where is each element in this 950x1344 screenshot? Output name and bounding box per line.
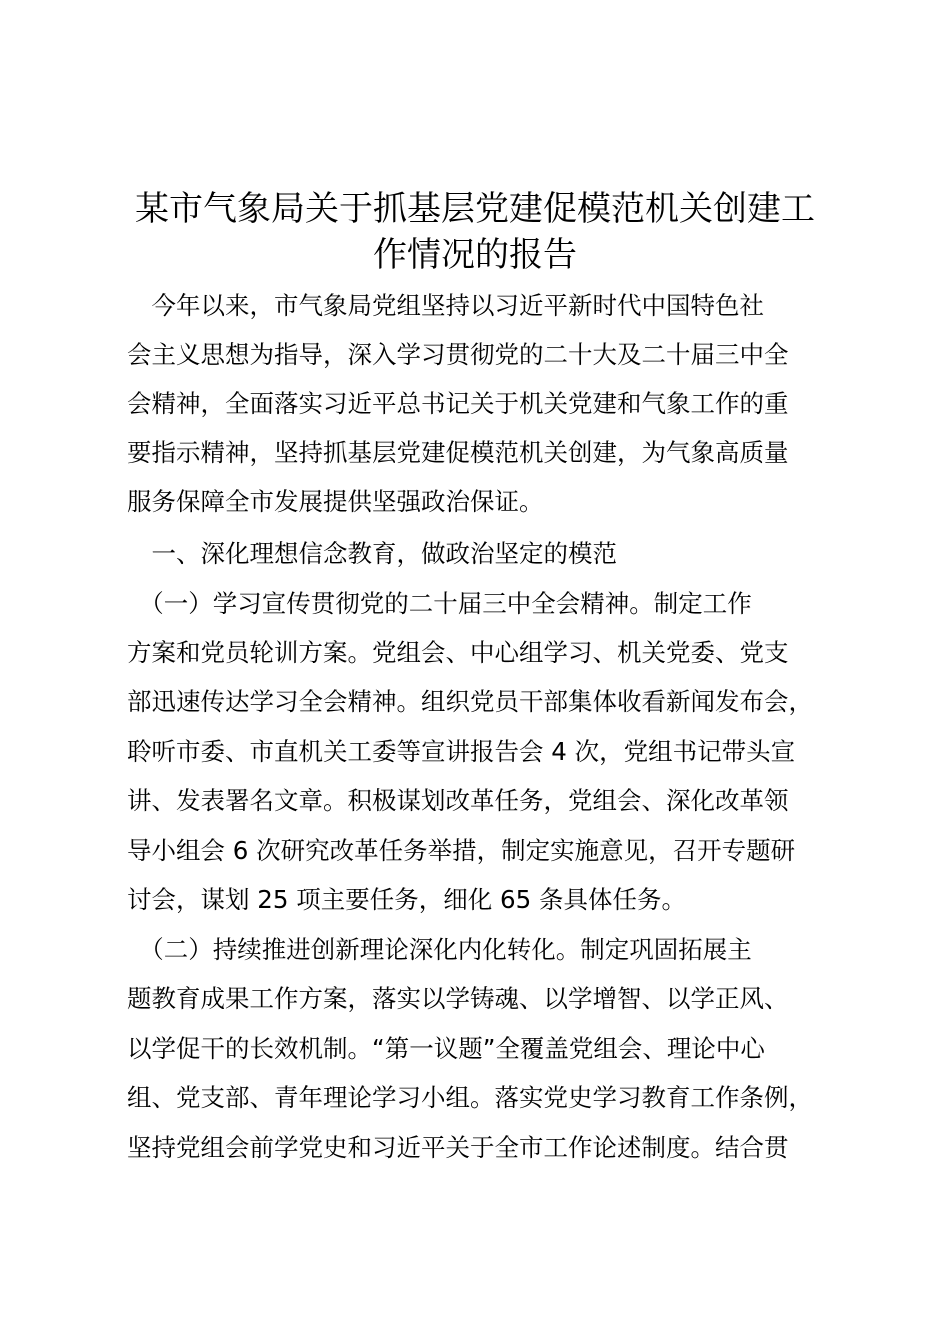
body-line: 聆听市委、市直机关工委等宣讲报告会 4 次，党组书记带头宣 bbox=[127, 737, 796, 766]
body-line: 组、党支部、青年理论学习小组。落实党史学习教育工作条例， bbox=[127, 1083, 813, 1112]
document-title-line-2: 作情况的报告 bbox=[373, 235, 577, 275]
subsection-heading: （一）学习宣传贯彻党的二十届三中全会精神。制定工作 bbox=[127, 589, 752, 618]
body-line: 导小组会 6 次研究改革任务举措，制定实施意见，召开专题研 bbox=[127, 836, 796, 865]
body-line: 要指示精神，坚持抓基层党建促模范机关创建，为气象高质量 bbox=[127, 438, 789, 467]
body-line: 服务保障全市发展提供坚强政治保证。 bbox=[127, 487, 544, 516]
body-line: 会主义思想为指导，深入学习贯彻党的二十大及二十届三中全 bbox=[127, 340, 789, 369]
section-heading: 一、深化理想信念教育，做政治坚定的模范 bbox=[127, 539, 617, 568]
body-line: 讲、发表署名文章。积极谋划改革任务，党组会、深化改革领 bbox=[127, 786, 789, 815]
body-line: 坚持党组会前学党史和习近平关于全市工作论述制度。结合贯 bbox=[127, 1133, 789, 1162]
body-line: 会精神，全面落实习近平总书记关于机关党建和气象工作的重 bbox=[127, 389, 789, 418]
body-line: 方案和党员轮训方案。党组会、中心组学习、机关党委、党支 bbox=[127, 638, 789, 667]
subsection-heading: （二）持续推进创新理论深化内化转化。制定巩固拓展主 bbox=[127, 935, 752, 964]
body-line: 题教育成果工作方案，落实以学铸魂、以学增智、以学正风、 bbox=[127, 984, 789, 1013]
document-title-line-1: 某市气象局关于抓基层党建促模范机关创建工 bbox=[135, 189, 815, 229]
body-line: 以学促干的长效机制。“第一议题”全覆盖党组会、理论中心 bbox=[127, 1034, 765, 1063]
body-line: 讨会，谋划 25 项主要任务，细化 65 条具体任务。 bbox=[127, 885, 686, 914]
body-line: 部迅速传达学习全会精神。组织党员干部集体收看新闻发布会， bbox=[127, 687, 813, 716]
body-line: 今年以来，市气象局党组坚持以习近平新时代中国特色社 bbox=[127, 291, 764, 320]
